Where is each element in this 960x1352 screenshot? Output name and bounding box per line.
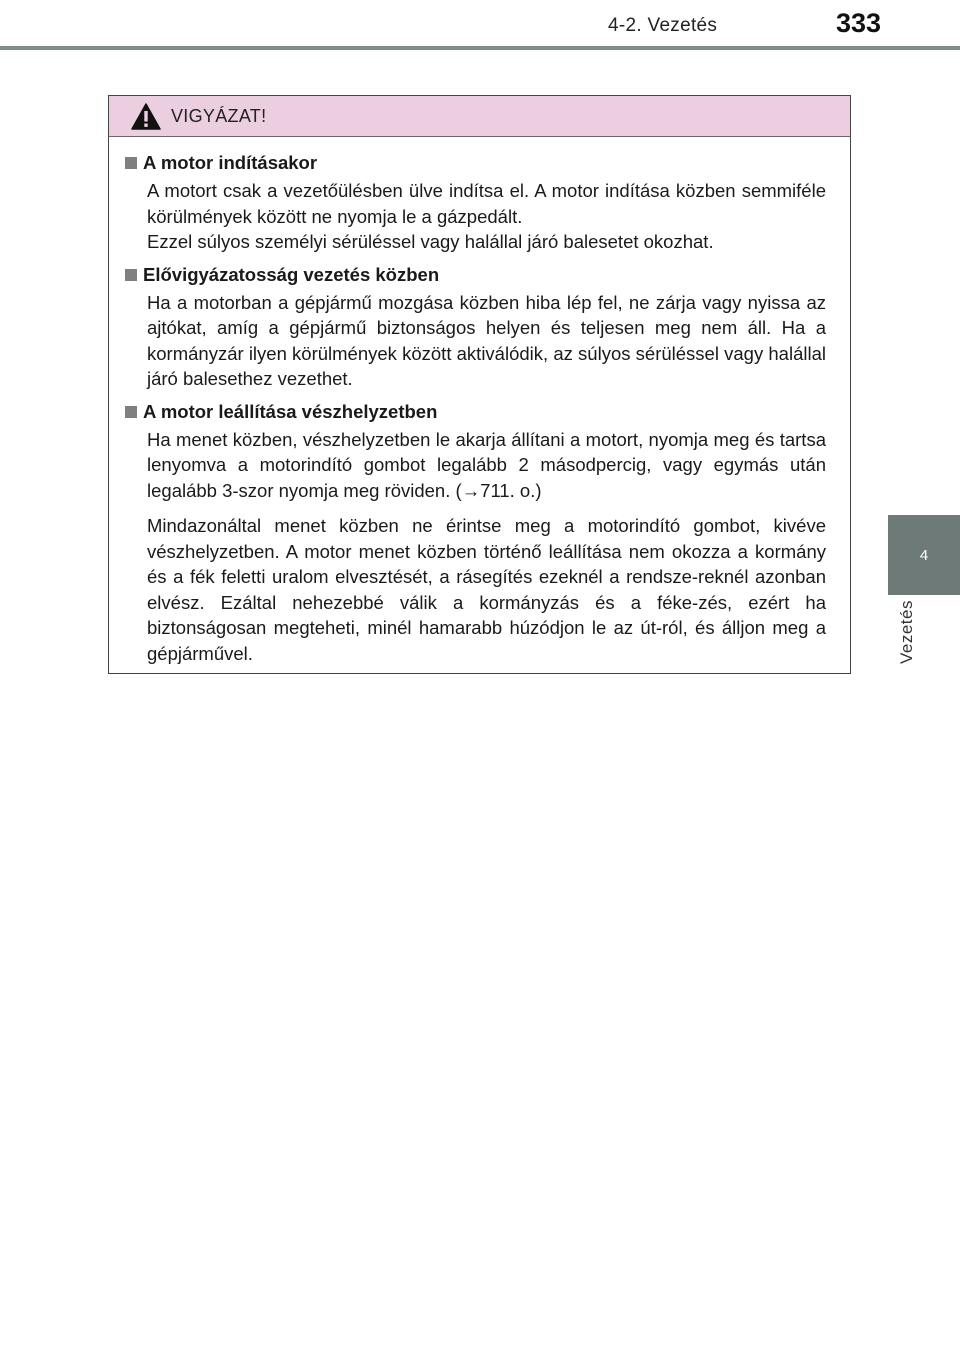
section-heading-text: A motor leállítása vészhelyzetben xyxy=(143,400,438,422)
section-heading xyxy=(125,263,826,287)
caution-title: VIGYÁZAT! xyxy=(171,105,267,126)
caution-body xyxy=(109,137,850,666)
square-bullet-icon xyxy=(125,406,137,418)
section-driving-precautions xyxy=(125,263,826,392)
header-rule xyxy=(0,46,960,50)
warning-icon xyxy=(131,103,161,130)
chapter-tab xyxy=(888,515,960,595)
section-emergency-stop xyxy=(125,400,826,667)
section-title: 4-2. Vezetés xyxy=(608,15,718,36)
caution-header xyxy=(109,96,850,137)
paragraph: Ha a motorban a gépjármű mozgása közben hiba lép fel, ne zárja vagy nyissa az ajtókat, amíg a gépjármű biztonságos helyen és teljesen meg nem áll. Ha a kormányzár ilyen körülmények között aktiválódik, az súlyos sérüléssel vagy halállal járó balesethez vezethet. xyxy=(147,291,826,389)
chapter-number: 4 xyxy=(919,546,929,564)
paragraph: A motort csak a vezetőülésben ülve indítsa el. A motor indítása közben semmiféle körülmények között ne nyomja le a gázpedált. xyxy=(147,180,826,227)
paragraph: Ha menet közben, vészhelyzetben le akarja állítani a motort, nyomja meg és tartsa lenyomva a motorindító gombot legalább 2 másodpercig, vagy egymás után legalább 3-szor nyomja meg röviden. (→711. o.) xyxy=(147,428,826,501)
section-heading-text: Elővigyázatosság vezetés közben xyxy=(143,263,440,285)
chapter-label: Vezetés xyxy=(897,600,916,664)
square-bullet-icon xyxy=(125,269,137,281)
page-number: 333 xyxy=(836,8,882,38)
section-heading xyxy=(125,400,826,424)
section-heading xyxy=(125,151,826,175)
caution-box xyxy=(108,95,851,674)
section-engine-start xyxy=(125,151,826,255)
paragraph: Ezzel súlyos személyi sérüléssel vagy halállal járó balesetet okozhat. xyxy=(147,231,714,252)
paragraph: Mindazonáltal menet közben ne érintse meg a motorindító gombot, kivéve vészhelyzetben. A motor menet közben történő leállítása nem okozza a kormány és a fék feletti uralom elvesztését, a rásegítés ezeknél a rendsze-reknél azonban elvész. Ezáltal nehezebbé válik a kormányzás és a féke-zés, ezért ha biztonságosan megteheti, minél hamarabb húzódjon le az út-ról, és álljon meg a gépjárművel. xyxy=(147,515,826,664)
section-heading-text: A motor indításakor xyxy=(143,152,318,173)
square-bullet-icon xyxy=(125,157,137,169)
